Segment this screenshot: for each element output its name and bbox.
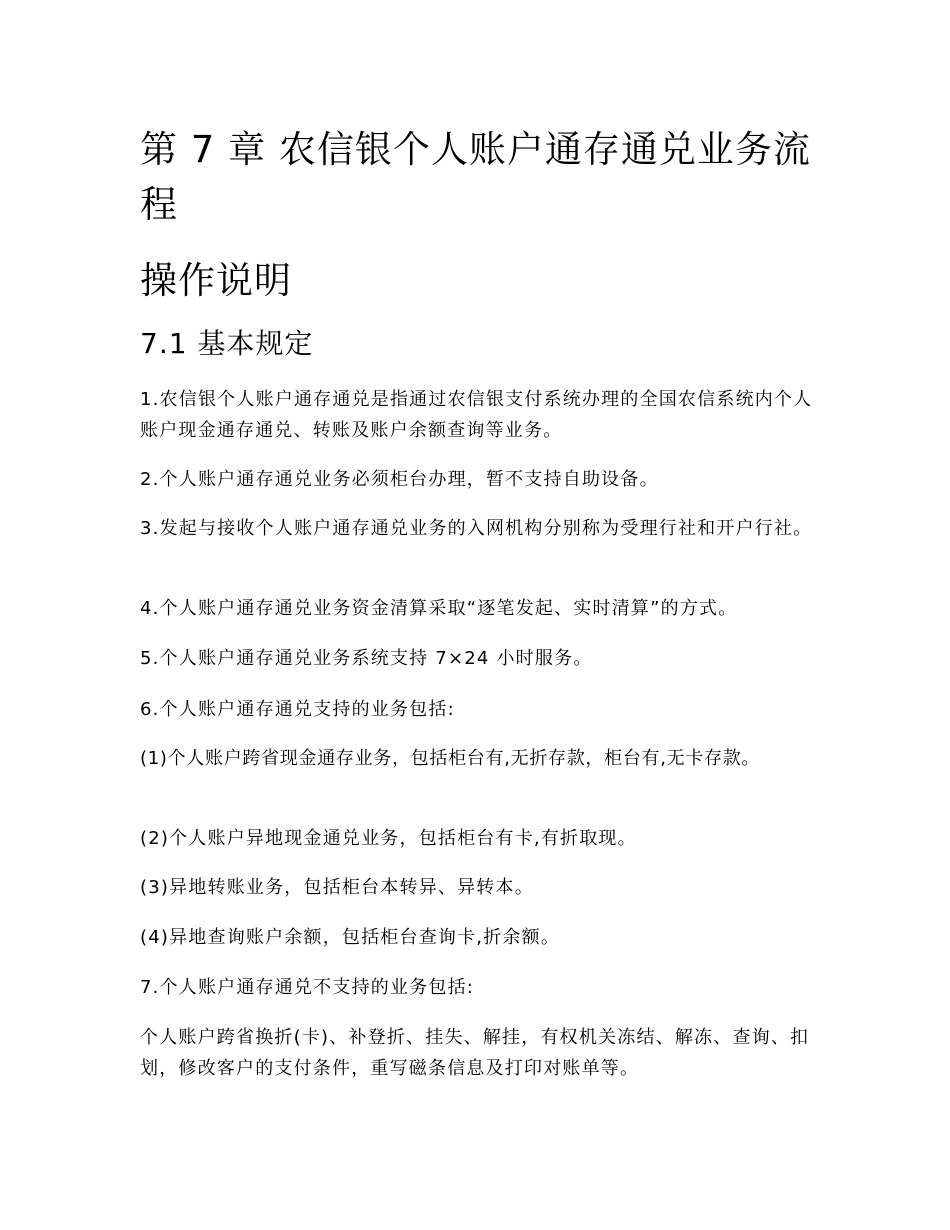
paragraph-2: 2.个人账户通存通兑业务必须柜台办理，暂不支持自助设备。 — [140, 469, 659, 490]
section-title: 操作说明 — [140, 259, 292, 302]
paragraph-3: 3.发起与接收个人账户通存通兑业务的入网机构分别称为受理行社和开户行社。 — [140, 518, 813, 539]
paragraph-6-3: (3)异地转账业务，包括柜台本转异、异转本。 — [140, 877, 534, 898]
paragraph-6-4: (4)异地查询账户余额，包括柜台查询卡,折余额。 — [140, 927, 561, 948]
paragraph-1: 1.农信银个人账户通存通兑是指通过农信银支付系统办理的全国农信系统内个人账户现金通存通兑、转账及账户余额查询等业务。 — [140, 389, 813, 441]
paragraph-5: 5.个人账户通存通兑业务系统支持 7×24 小时服务。 — [140, 648, 593, 669]
paragraph-6-2: (2)个人账户异地现金通兑业务，包括柜台有卡,有折取现。 — [140, 828, 637, 849]
paragraph-6-1: (1)个人账户跨省现金通存业务，包括柜台有,无折存款，柜台有,无卡存款。 — [140, 748, 761, 769]
chapter-title: 第 7 章 农信银个人账户通存通兑业务流程 — [140, 128, 811, 226]
paragraph-7-detail: 个人账户跨省换折(卡)、补登折、挂失、解挂，有权机关冻结、解冻、查询、扣划，修改客户的支付条件，重写磁条信息及打印对账单等。 — [140, 1027, 810, 1079]
paragraph-6: 6.个人账户通存通兑支持的业务包括: — [140, 699, 455, 720]
paragraph-4: 4.个人账户通存通兑业务资金清算采取“逐笔发起、实时清算”的方式。 — [140, 598, 738, 619]
paragraph-7: 7.个人账户通存通兑不支持的业务包括: — [140, 977, 475, 998]
subsection-title: 7.1 基本规定 — [140, 327, 314, 360]
